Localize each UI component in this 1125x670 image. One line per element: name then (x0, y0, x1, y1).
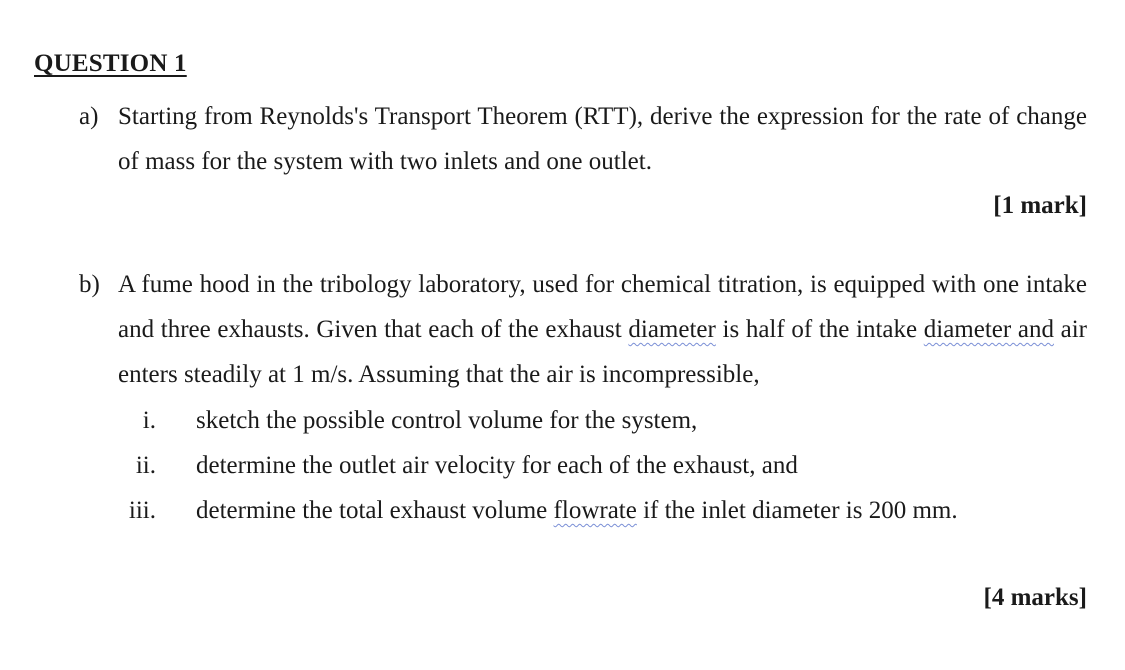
part-b-text-segment: air enters steadily at 1 m/s. Assuming that the air is incompressible, (118, 316, 1087, 388)
sub-item-i (0, 398, 1125, 443)
sub-item-text-segment: determine the total exhaust volume (196, 497, 554, 524)
sub-item-text: determine the outlet air velocity for each of the exhaust, and (196, 452, 798, 479)
sub-item-number: iii. (128, 497, 156, 524)
part-b-text-segment: A fume hood in the tribology laboratory, used for chemical titration, is equipped with one intake and three exhausts. Given that each of the exhaust (118, 271, 1087, 343)
sub-item-iii (0, 488, 1125, 533)
sub-item-text (196, 488, 958, 533)
part-a-marks: [1 mark] (993, 192, 1087, 219)
part-a-label: a) (79, 103, 99, 130)
part-b-sub-list (0, 398, 1125, 533)
part-b-label: b) (79, 271, 100, 298)
part-a-text: Starting from Reynolds's Transport Theorem (RTT), derive the expression for the rate of change of mass for the system with two inlets and one outlet. (118, 103, 1087, 175)
sub-item-text: sketch the possible control volume for the system, (196, 407, 698, 434)
sub-item-text-segment: if the inlet diameter is 200 mm. (636, 497, 958, 524)
part-b-text (118, 262, 1087, 397)
spellcheck-word-flowrate: flowrate (553, 497, 637, 524)
spellcheck-phrase-diameter-and: diameter and (923, 316, 1054, 343)
sub-item-ii (0, 443, 1125, 488)
part-b (79, 262, 1087, 397)
spellcheck-word-diameter: diameter (628, 316, 716, 343)
question-title: QUESTION 1 (34, 50, 187, 77)
part-b-marks: [4 marks] (983, 584, 1087, 611)
sub-item-number: i. (142, 407, 156, 434)
part-b-text-segment: is half of the intake (715, 316, 924, 343)
sub-item-number: ii. (135, 452, 156, 479)
part-a (79, 94, 1087, 184)
